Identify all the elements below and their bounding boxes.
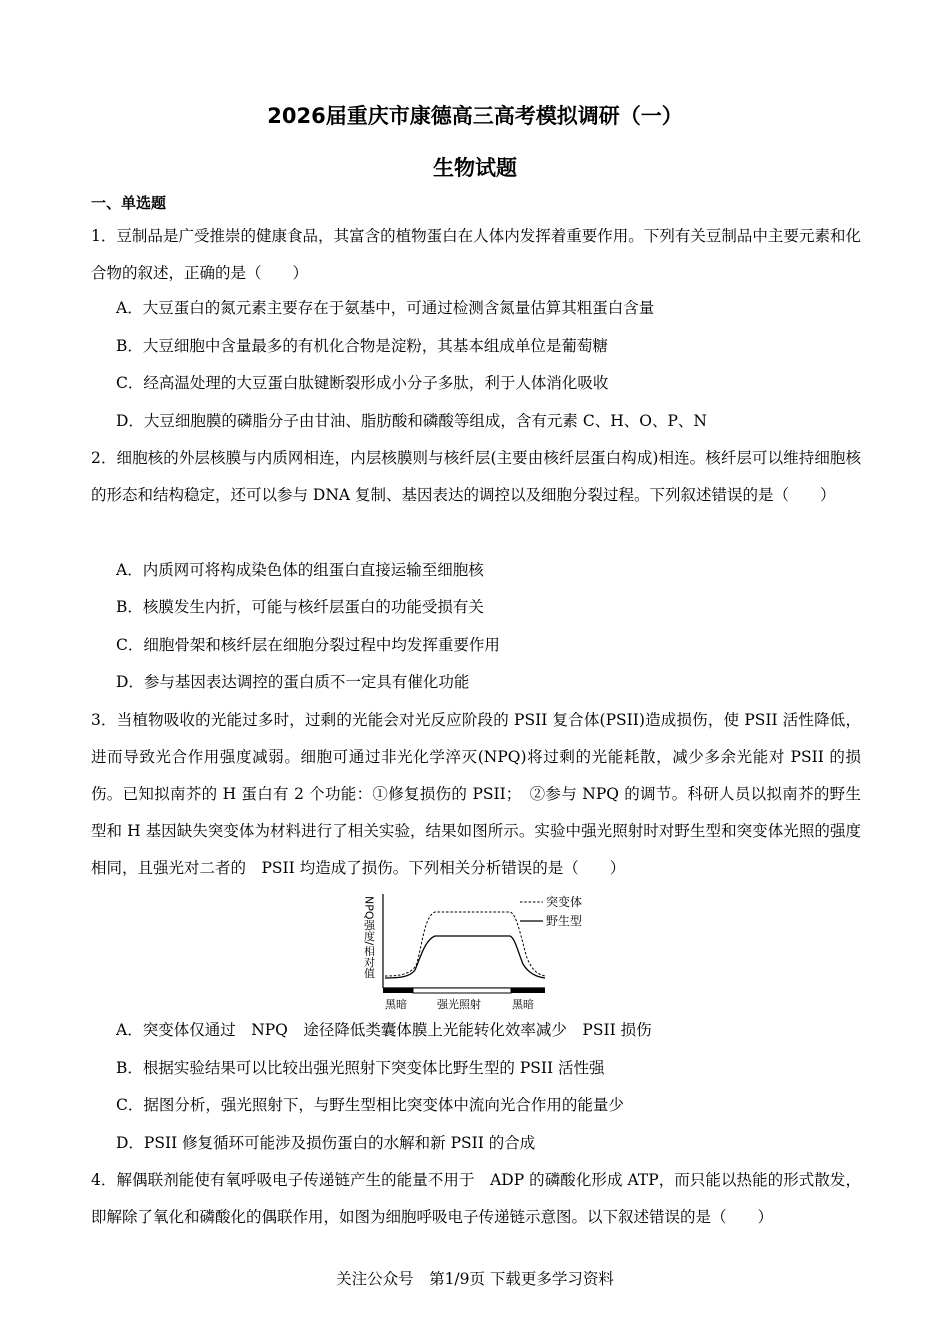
legend-mutant-label: 突变体 xyxy=(546,895,583,909)
y-axis-label: NPQ强度/相对值 xyxy=(362,896,376,979)
question-2-option-b: B．核膜发生内折，可能与核纤层蛋白的功能受损有关 xyxy=(116,598,484,616)
question-2-stem: 2．细胞核的外层核膜与内质网相连，内层核膜则与核纤层(主要由核纤层蛋白构成)相连。核纤层可以维持细胞核的形态和结构稳定，还可以参与 DNA 复制、基因表达的调控以及细胞分裂过程。下列叙述错误的是（ ） xyxy=(91,449,861,504)
legend-wildtype-label: 野生型 xyxy=(546,914,583,928)
phase-bar-light xyxy=(413,988,511,993)
phase-bar-dark-1 xyxy=(383,988,413,993)
phase-label-dark-1: 黑暗 xyxy=(385,998,407,1011)
question-2-option-d: D．参与基因表达调控的蛋白质不一定具有催化功能 xyxy=(116,673,470,691)
question-2-option-c: C．细胞骨架和核纤层在细胞分裂过程中均发挥重要作用 xyxy=(116,636,500,654)
phase-bar-dark-2 xyxy=(511,988,545,993)
question-4-stem: 4．解偶联剂能使有氧呼吸电子传递链产生的能量不用于 ADP 的磷酸化形成 ATP，而只能以热能的形式散发，即解除了氧化和磷酸化的偶联作用，如图为细胞呼吸电子传递链示意图。以下叙述错误的是（ ） xyxy=(91,1171,861,1226)
question-1-option-b: B．大豆细胞中含量最多的有机化合物是淀粉，其基本组成单位是葡萄糖 xyxy=(116,337,608,355)
npq-chart xyxy=(355,888,595,1012)
question-1-stem: 1．豆制品是广受推崇的健康食品，其富含的植物蛋白在人体内发挥着重要作用。下列有关豆制品中主要元素和化合物的叙述，正确的是（ ） xyxy=(91,227,861,282)
question-3-stem: 3．当植物吸收的光能过多时，过剩的光能会对光反应阶段的 PSII 复合体(PSII)造成损伤，使 PSII 活性降低，进而导致光合作用强度减弱。细胞可通过非光化学淬灭(NPQ)将过剩的光能耗散，减少多余光能对 PSII 的损伤。已知拟南芥的 H 蛋白有 2 个功能：①修复损伤的 PSII； ②参与 NPQ 的调节。科研人员以拟南芥的野生型和 H 基因缺失突变体为材料进行了相关实验，结果如图所示。实验中强光照射时对野生型和突变体光照的强度相同，且强光对二者的 PSII 均造成了损伤。下列相关分析错误的是（ ） xyxy=(91,711,861,877)
question-3-option-d: D．PSII 修复循环可能涉及损伤蛋白的水解和新 PSII 的合成 xyxy=(116,1134,536,1152)
phase-label-light: 强光照射 xyxy=(437,998,481,1011)
question-3-option-a: A．突变体仅通过 NPQ 途径降低类囊体膜上光能转化效率减少 PSII 损伤 xyxy=(116,1021,652,1039)
page-footer: 关注公众号 第1/9页 下载更多学习资料 xyxy=(336,1270,614,1288)
section-heading: 一、单选题 xyxy=(91,194,167,212)
exam-subtitle: 生物试题 xyxy=(433,156,517,180)
series-wildtype-line xyxy=(385,936,545,978)
question-1-option-c: C．经高温处理的大豆蛋白肽键断裂形成小分子多肽，利于人体消化吸收 xyxy=(116,374,609,392)
exam-title: 2026届重庆市康德高三高考模拟调研（一） xyxy=(267,104,683,128)
question-1-option-d: D．大豆细胞膜的磷脂分子由甘油、脂肪酸和磷酸等组成，含有元素 C、H、O、P、N xyxy=(116,412,707,430)
question-3-option-b: B．根据实验结果可以比较出强光照射下突变体比野生型的 PSII 活性强 xyxy=(116,1059,605,1077)
phase-label-dark-2: 黑暗 xyxy=(512,998,534,1011)
question-2-option-a: A．内质网可将构成染色体的组蛋白直接运输至细胞核 xyxy=(116,561,484,579)
question-3-option-c: C．据图分析，强光照射下，与野生型相比突变体中流向光合作用的能量少 xyxy=(116,1096,624,1114)
question-1-option-a: A．大豆蛋白的氮元素主要存在于氨基中，可通过检测含氮量估算其粗蛋白含量 xyxy=(116,299,655,317)
